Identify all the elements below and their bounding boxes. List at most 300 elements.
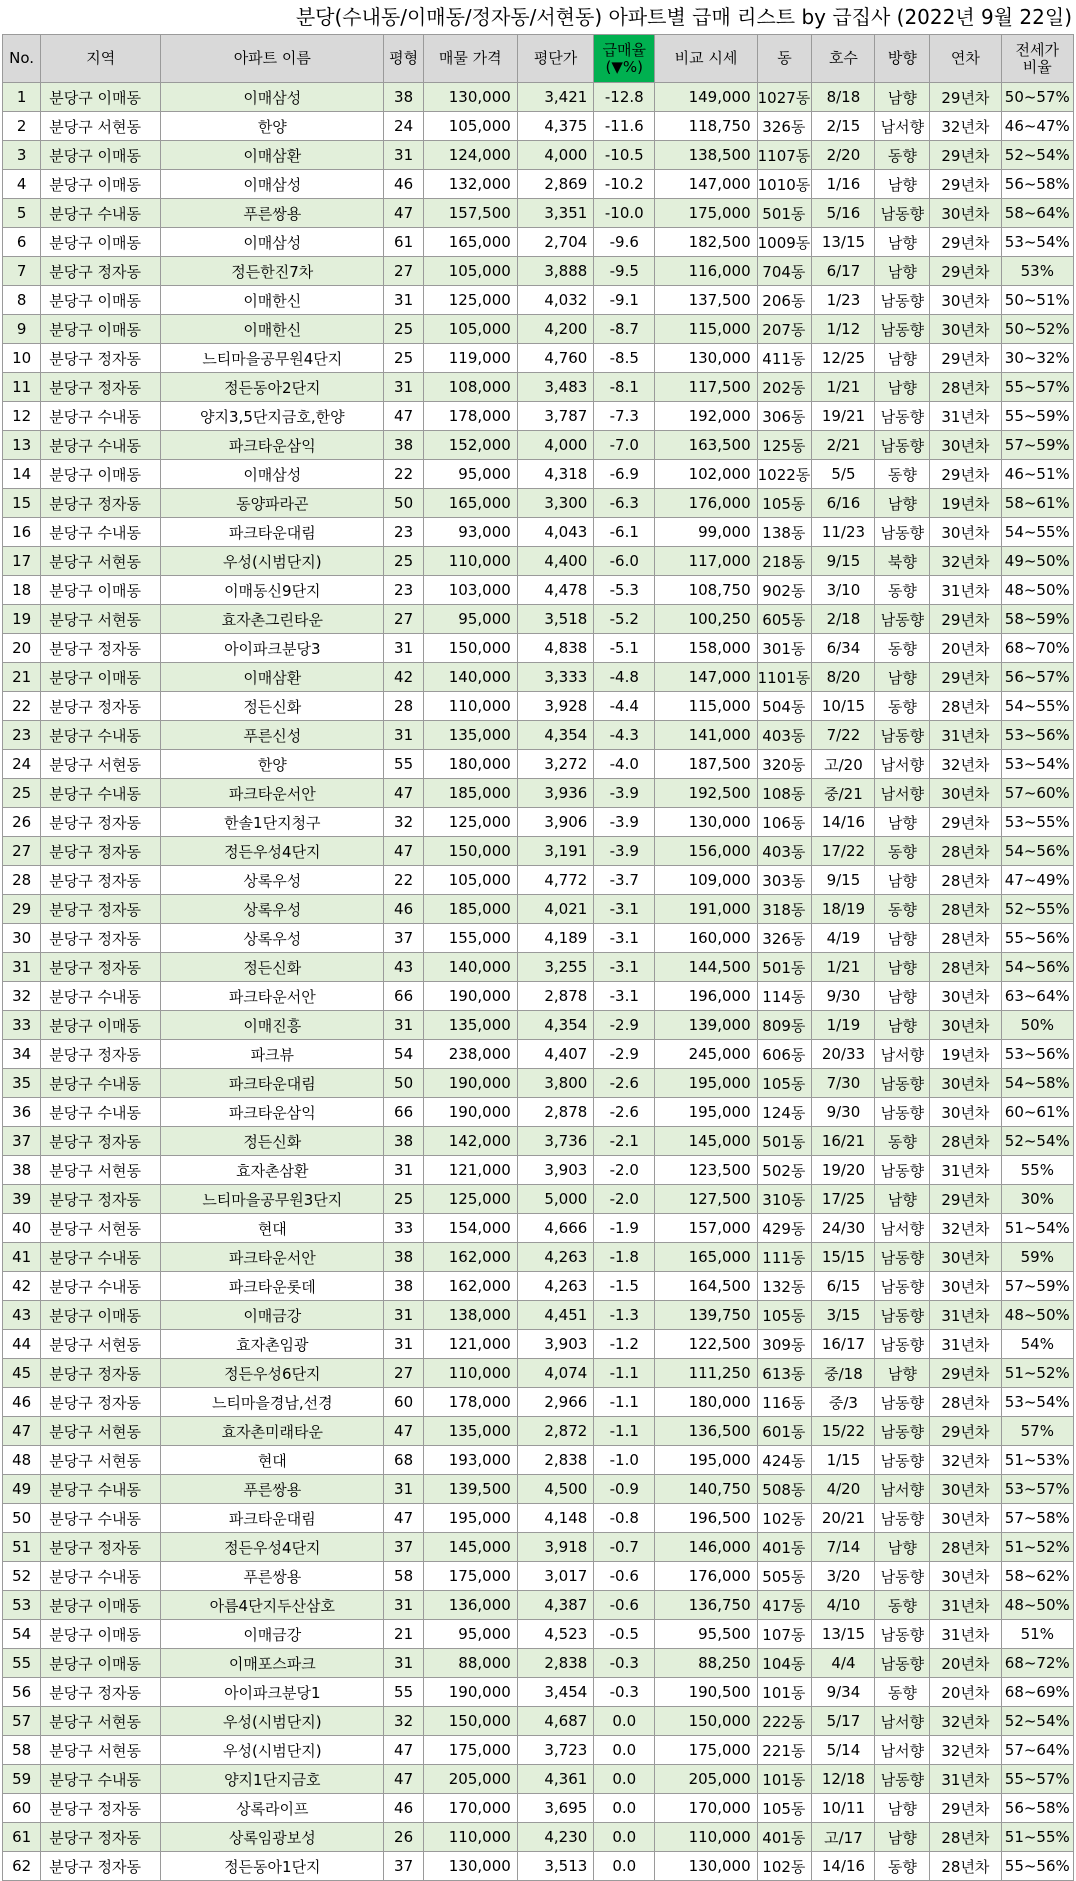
cell-no: 42 (3, 1272, 41, 1301)
cell-no: 34 (3, 1040, 41, 1069)
cell-pyeong: 33 (384, 1214, 423, 1243)
cell-region: 분당구 정자동 (41, 692, 161, 721)
cell-jeonse-ratio: 52~55% (1001, 895, 1073, 924)
table-row (3, 344, 1074, 373)
cell-region: 분당구 수내동 (41, 779, 161, 808)
table-row (3, 1446, 1074, 1475)
cell-jeonse-ratio: 54~55% (1001, 518, 1073, 547)
cell-drop-rate: -1.0 (594, 1446, 655, 1475)
cell-price: 152,000 (423, 431, 517, 460)
cell-price: 154,000 (423, 1214, 517, 1243)
cell-age: 29년차 (930, 141, 1001, 170)
cell-age: 30년차 (930, 1475, 1001, 1504)
cell-market-price: 139,750 (655, 1301, 757, 1330)
cell-pyeong: 37 (384, 1533, 423, 1562)
cell-direction: 남향 (875, 170, 930, 199)
cell-no: 50 (3, 1504, 41, 1533)
cell-unit-price: 4,478 (517, 576, 594, 605)
cell-pyeong: 55 (384, 750, 423, 779)
cell-unit-price: 4,263 (517, 1243, 594, 1272)
cell-unit-price: 5,000 (517, 1185, 594, 1214)
cell-unit-price: 3,918 (517, 1533, 594, 1562)
cell-market-price: 130,000 (655, 808, 757, 837)
cell-age: 28년차 (930, 1533, 1001, 1562)
cell-apartment-name: 현대 (161, 1446, 384, 1475)
cell-market-price: 144,500 (655, 953, 757, 982)
cell-apartment-name: 한양 (161, 750, 384, 779)
cell-jeonse-ratio: 50% (1001, 1011, 1073, 1040)
cell-dong: 704동 (757, 257, 812, 286)
cell-ho: 9/30 (812, 1098, 875, 1127)
page-title: 분당(수내동/이매동/정자동/서현동) 아파트별 급매 리스트 by 급집사 (2022년 9월 22일) (295, 5, 1072, 29)
cell-no: 58 (3, 1736, 41, 1765)
cell-drop-rate: -9.1 (594, 286, 655, 315)
cell-jeonse-ratio: 51~52% (1001, 1533, 1073, 1562)
cell-apartment-name: 푸른신성 (161, 721, 384, 750)
cell-ho: 중/21 (812, 779, 875, 808)
cell-apartment-name: 이매삼환 (161, 663, 384, 692)
cell-no: 19 (3, 605, 41, 634)
cell-region: 분당구 정자동 (41, 866, 161, 895)
cell-drop-rate: -0.7 (594, 1533, 655, 1562)
cell-age: 30년차 (930, 199, 1001, 228)
cell-region: 분당구 정자동 (41, 924, 161, 953)
cell-dong: 101동 (757, 1765, 812, 1794)
cell-region: 분당구 정자동 (41, 1359, 161, 1388)
table-row (3, 489, 1074, 518)
cell-apartment-name: 양지3,5단지금호,한양 (161, 402, 384, 431)
cell-age: 30년차 (930, 1011, 1001, 1040)
cell-age: 29년차 (930, 663, 1001, 692)
cell-dong: 105동 (757, 1069, 812, 1098)
cell-dong: 424동 (757, 1446, 812, 1475)
cell-age: 28년차 (930, 1823, 1001, 1852)
cell-price: 185,000 (423, 779, 517, 808)
cell-age: 30년차 (930, 1098, 1001, 1127)
cell-market-price: 138,500 (655, 141, 757, 170)
cell-market-price: 150,000 (655, 1707, 757, 1736)
cell-region: 분당구 정자동 (41, 1127, 161, 1156)
cell-dong: 1022동 (757, 460, 812, 489)
cell-apartment-name: 이매삼성 (161, 228, 384, 257)
table-row (3, 1330, 1074, 1359)
cell-direction: 남향 (875, 1533, 930, 1562)
cell-jeonse-ratio: 57~59% (1001, 431, 1073, 460)
cell-age: 20년차 (930, 1678, 1001, 1707)
cell-price: 95,000 (423, 1620, 517, 1649)
cell-age: 31년차 (930, 402, 1001, 431)
cell-unit-price: 4,500 (517, 1475, 594, 1504)
cell-unit-price: 3,906 (517, 808, 594, 837)
cell-unit-price: 3,483 (517, 373, 594, 402)
cell-dong: 101동 (757, 1678, 812, 1707)
cell-unit-price: 4,148 (517, 1504, 594, 1533)
table-row (3, 170, 1074, 199)
cell-price: 130,000 (423, 83, 517, 112)
cell-no: 14 (3, 460, 41, 489)
cell-ho: 7/30 (812, 1069, 875, 1098)
table-row (3, 1591, 1074, 1620)
cell-ho: 7/22 (812, 721, 875, 750)
cell-region: 분당구 서현동 (41, 1156, 161, 1185)
cell-direction: 남서향 (875, 779, 930, 808)
cell-no: 8 (3, 286, 41, 315)
cell-apartment-name: 정든동아1단지 (161, 1852, 384, 1881)
cell-apartment-name: 푸른쌍용 (161, 1475, 384, 1504)
cell-market-price: 116,000 (655, 257, 757, 286)
header-jeonse-line1: 전세가 (1015, 40, 1060, 59)
cell-dong: 601동 (757, 1417, 812, 1446)
cell-apartment-name: 이매한신 (161, 315, 384, 344)
cell-no: 1 (3, 83, 41, 112)
cell-age: 29년차 (930, 605, 1001, 634)
cell-dong: 105동 (757, 1794, 812, 1823)
cell-age: 20년차 (930, 634, 1001, 663)
cell-apartment-name: 아이파크분당3 (161, 634, 384, 663)
cell-region: 분당구 수내동 (41, 1272, 161, 1301)
cell-drop-rate: -1.5 (594, 1272, 655, 1301)
cell-ho: 6/15 (812, 1272, 875, 1301)
cell-market-price: 170,000 (655, 1794, 757, 1823)
cell-pyeong: 37 (384, 1852, 423, 1881)
cell-age: 30년차 (930, 286, 1001, 315)
cell-pyeong: 46 (384, 1794, 423, 1823)
cell-pyeong: 47 (384, 402, 423, 431)
cell-apartment-name: 이매금강 (161, 1301, 384, 1330)
table-row (3, 431, 1074, 460)
cell-market-price: 205,000 (655, 1765, 757, 1794)
cell-price: 190,000 (423, 982, 517, 1011)
cell-price: 110,000 (423, 547, 517, 576)
cell-apartment-name: 현대 (161, 1214, 384, 1243)
cell-no: 54 (3, 1620, 41, 1649)
cell-unit-price: 3,255 (517, 953, 594, 982)
cell-ho: 12/25 (812, 344, 875, 373)
cell-no: 32 (3, 982, 41, 1011)
cell-unit-price: 4,400 (517, 547, 594, 576)
cell-direction: 남동향 (875, 1649, 930, 1678)
cell-unit-price: 3,351 (517, 199, 594, 228)
cell-apartment-name: 효자촌삼환 (161, 1156, 384, 1185)
cell-age: 32년차 (930, 1707, 1001, 1736)
cell-pyeong: 27 (384, 1359, 423, 1388)
cell-region: 분당구 이매동 (41, 1011, 161, 1040)
cell-market-price: 123,500 (655, 1156, 757, 1185)
cell-jeonse-ratio: 30% (1001, 1185, 1073, 1214)
cell-region: 분당구 정자동 (41, 895, 161, 924)
cell-dong: 202동 (757, 373, 812, 402)
cell-pyeong: 47 (384, 837, 423, 866)
cell-direction: 남동향 (875, 1272, 930, 1301)
cell-pyeong: 68 (384, 1446, 423, 1475)
cell-region: 분당구 수내동 (41, 1765, 161, 1794)
cell-direction: 남향 (875, 344, 930, 373)
cell-drop-rate: -1.2 (594, 1330, 655, 1359)
cell-apartment-name: 파크타운삼익 (161, 431, 384, 460)
cell-drop-rate: -5.3 (594, 576, 655, 605)
cell-jeonse-ratio: 58~62% (1001, 1562, 1073, 1591)
cell-ho: 12/18 (812, 1765, 875, 1794)
cell-age: 32년차 (930, 1214, 1001, 1243)
table-row (3, 750, 1074, 779)
cell-market-price: 192,000 (655, 402, 757, 431)
cell-no: 24 (3, 750, 41, 779)
cell-market-price: 195,000 (655, 1446, 757, 1475)
cell-dong: 606동 (757, 1040, 812, 1069)
cell-drop-rate: -6.1 (594, 518, 655, 547)
cell-drop-rate: -0.5 (594, 1620, 655, 1649)
cell-no: 44 (3, 1330, 41, 1359)
cell-apartment-name: 정든신화 (161, 953, 384, 982)
cell-drop-rate: -10.0 (594, 199, 655, 228)
cell-pyeong: 31 (384, 721, 423, 750)
cell-ho: 9/15 (812, 547, 875, 576)
cell-region: 분당구 수내동 (41, 518, 161, 547)
cell-drop-rate: -3.9 (594, 837, 655, 866)
cell-direction: 동향 (875, 692, 930, 721)
cell-price: 135,000 (423, 1011, 517, 1040)
cell-age: 28년차 (930, 837, 1001, 866)
cell-direction: 남동향 (875, 402, 930, 431)
cell-unit-price: 3,936 (517, 779, 594, 808)
cell-region: 분당구 정자동 (41, 373, 161, 402)
cell-ho: 17/22 (812, 837, 875, 866)
cell-apartment-name: 정든신화 (161, 1127, 384, 1156)
cell-dong: 501동 (757, 199, 812, 228)
table-row (3, 1562, 1074, 1591)
cell-drop-rate: -3.1 (594, 924, 655, 953)
cell-price: 175,000 (423, 1736, 517, 1765)
cell-dong: 105동 (757, 1301, 812, 1330)
cell-unit-price: 4,354 (517, 721, 594, 750)
cell-no: 51 (3, 1533, 41, 1562)
cell-unit-price: 3,513 (517, 1852, 594, 1881)
cell-price: 136,000 (423, 1591, 517, 1620)
cell-direction: 남동향 (875, 1156, 930, 1185)
cell-ho: 2/18 (812, 605, 875, 634)
cell-dong: 108동 (757, 779, 812, 808)
cell-unit-price: 3,903 (517, 1330, 594, 1359)
cell-dong: 403동 (757, 837, 812, 866)
cell-jeonse-ratio: 58~61% (1001, 489, 1073, 518)
cell-market-price: 195,000 (655, 1098, 757, 1127)
cell-ho: 2/20 (812, 141, 875, 170)
cell-dong: 301동 (757, 634, 812, 663)
cell-ho: 13/15 (812, 1620, 875, 1649)
cell-unit-price: 4,021 (517, 895, 594, 924)
table-row (3, 982, 1074, 1011)
cell-price: 150,000 (423, 1707, 517, 1736)
cell-dong: 132동 (757, 1272, 812, 1301)
cell-apartment-name: 느티마을공무원3단지 (161, 1185, 384, 1214)
cell-no: 57 (3, 1707, 41, 1736)
cell-ho: 6/34 (812, 634, 875, 663)
cell-market-price: 88,250 (655, 1649, 757, 1678)
cell-age: 29년차 (930, 1185, 1001, 1214)
cell-apartment-name: 파크타운서안 (161, 779, 384, 808)
table-row (3, 1098, 1074, 1127)
cell-age: 32년차 (930, 547, 1001, 576)
cell-region: 분당구 수내동 (41, 1243, 161, 1272)
cell-pyeong: 25 (384, 547, 423, 576)
cell-jeonse-ratio: 52~54% (1001, 1707, 1073, 1736)
cell-pyeong: 42 (384, 663, 423, 692)
cell-unit-price: 4,375 (517, 112, 594, 141)
cell-price: 178,000 (423, 402, 517, 431)
cell-jeonse-ratio: 52~54% (1001, 1127, 1073, 1156)
cell-region: 분당구 정자동 (41, 837, 161, 866)
cell-direction: 남동향 (875, 1243, 930, 1272)
cell-age: 29년차 (930, 808, 1001, 837)
cell-age: 28년차 (930, 866, 1001, 895)
cell-unit-price: 4,074 (517, 1359, 594, 1388)
cell-drop-rate: -4.8 (594, 663, 655, 692)
header-no: No. (3, 35, 41, 83)
cell-jeonse-ratio: 57~59% (1001, 1272, 1073, 1301)
cell-no: 16 (3, 518, 41, 547)
cell-ho: 고/20 (812, 750, 875, 779)
header-row (3, 35, 1074, 83)
cell-direction: 남향 (875, 257, 930, 286)
cell-drop-rate: -10.2 (594, 170, 655, 199)
cell-price: 140,000 (423, 663, 517, 692)
cell-pyeong: 38 (384, 1127, 423, 1156)
cell-direction: 동향 (875, 460, 930, 489)
header-drop-rate-line2: (▼%) (605, 57, 644, 76)
cell-jeonse-ratio: 52~54% (1001, 141, 1073, 170)
cell-drop-rate: -8.7 (594, 315, 655, 344)
cell-unit-price: 4,318 (517, 460, 594, 489)
cell-apartment-name: 파크타운롯데 (161, 1272, 384, 1301)
cell-region: 분당구 정자동 (41, 1388, 161, 1417)
cell-region: 분당구 정자동 (41, 489, 161, 518)
cell-ho: 3/10 (812, 576, 875, 605)
cell-pyeong: 61 (384, 228, 423, 257)
cell-ho: 4/19 (812, 924, 875, 953)
cell-no: 10 (3, 344, 41, 373)
cell-direction: 남동향 (875, 518, 930, 547)
cell-ho: 24/30 (812, 1214, 875, 1243)
table-row (3, 547, 1074, 576)
cell-region: 분당구 서현동 (41, 605, 161, 634)
cell-price: 105,000 (423, 866, 517, 895)
cell-dong: 111동 (757, 1243, 812, 1272)
cell-ho: 14/16 (812, 1852, 875, 1881)
cell-jeonse-ratio: 50~57% (1001, 83, 1073, 112)
cell-unit-price: 4,772 (517, 866, 594, 895)
table-row (3, 1214, 1074, 1243)
cell-unit-price: 4,760 (517, 344, 594, 373)
cell-ho: 8/20 (812, 663, 875, 692)
cell-dong: 107동 (757, 1620, 812, 1649)
cell-unit-price: 3,017 (517, 1562, 594, 1591)
cell-no: 3 (3, 141, 41, 170)
cell-apartment-name: 느티마을공무원4단지 (161, 344, 384, 373)
cell-market-price: 163,500 (655, 431, 757, 460)
cell-drop-rate: -0.3 (594, 1649, 655, 1678)
cell-market-price: 145,000 (655, 1127, 757, 1156)
cell-pyeong: 22 (384, 460, 423, 489)
cell-age: 29년차 (930, 344, 1001, 373)
cell-jeonse-ratio: 53~56% (1001, 721, 1073, 750)
cell-direction: 남향 (875, 982, 930, 1011)
cell-age: 29년차 (930, 1794, 1001, 1823)
cell-drop-rate: 0.0 (594, 1765, 655, 1794)
cell-region: 분당구 정자동 (41, 953, 161, 982)
table-row (3, 1852, 1074, 1881)
cell-jeonse-ratio: 53~55% (1001, 808, 1073, 837)
cell-region: 분당구 정자동 (41, 1040, 161, 1069)
cell-drop-rate: -3.1 (594, 982, 655, 1011)
cell-market-price: 127,500 (655, 1185, 757, 1214)
cell-ho: 6/17 (812, 257, 875, 286)
cell-market-price: 157,000 (655, 1214, 757, 1243)
cell-price: 105,000 (423, 315, 517, 344)
cell-drop-rate: -5.2 (594, 605, 655, 634)
cell-dong: 502동 (757, 1156, 812, 1185)
cell-dong: 1027동 (757, 83, 812, 112)
cell-drop-rate: -1.8 (594, 1243, 655, 1272)
cell-pyeong: 31 (384, 1591, 423, 1620)
cell-pyeong: 21 (384, 1620, 423, 1649)
cell-jeonse-ratio: 57~60% (1001, 779, 1073, 808)
cell-price: 103,000 (423, 576, 517, 605)
cell-age: 30년차 (930, 1562, 1001, 1591)
cell-market-price: 176,000 (655, 1562, 757, 1591)
cell-drop-rate: -0.6 (594, 1591, 655, 1620)
cell-price: 125,000 (423, 808, 517, 837)
cell-direction: 남서향 (875, 750, 930, 779)
cell-jeonse-ratio: 56~57% (1001, 663, 1073, 692)
cell-unit-price: 3,421 (517, 83, 594, 112)
cell-drop-rate: -2.6 (594, 1098, 655, 1127)
cell-age: 31년차 (930, 1765, 1001, 1794)
cell-price: 132,000 (423, 170, 517, 199)
cell-price: 124,000 (423, 141, 517, 170)
cell-jeonse-ratio: 47~49% (1001, 866, 1073, 895)
cell-pyeong: 37 (384, 924, 423, 953)
cell-no: 45 (3, 1359, 41, 1388)
cell-no: 31 (3, 953, 41, 982)
cell-market-price: 187,500 (655, 750, 757, 779)
cell-ho: 19/21 (812, 402, 875, 431)
cell-ho: 8/18 (812, 83, 875, 112)
cell-pyeong: 31 (384, 286, 423, 315)
cell-no: 20 (3, 634, 41, 663)
cell-apartment-name: 파크타운삼익 (161, 1098, 384, 1127)
cell-dong: 809동 (757, 1011, 812, 1040)
cell-apartment-name: 한솔1단지청구 (161, 808, 384, 837)
cell-apartment-name: 파크타운서안 (161, 1243, 384, 1272)
cell-pyeong: 31 (384, 1330, 423, 1359)
cell-region: 분당구 서현동 (41, 1707, 161, 1736)
cell-direction: 동향 (875, 1852, 930, 1881)
cell-age: 31년차 (930, 1330, 1001, 1359)
table-row (3, 141, 1074, 170)
cell-unit-price: 4,043 (517, 518, 594, 547)
cell-pyeong: 26 (384, 1823, 423, 1852)
cell-no: 15 (3, 489, 41, 518)
cell-no: 61 (3, 1823, 41, 1852)
header-age: 연차 (930, 35, 1001, 83)
cell-dong: 102동 (757, 1852, 812, 1881)
cell-region: 분당구 정자동 (41, 634, 161, 663)
cell-ho: 14/16 (812, 808, 875, 837)
table-row (3, 924, 1074, 953)
cell-direction: 남서향 (875, 1475, 930, 1504)
table-row (3, 286, 1074, 315)
cell-direction: 남서향 (875, 112, 930, 141)
